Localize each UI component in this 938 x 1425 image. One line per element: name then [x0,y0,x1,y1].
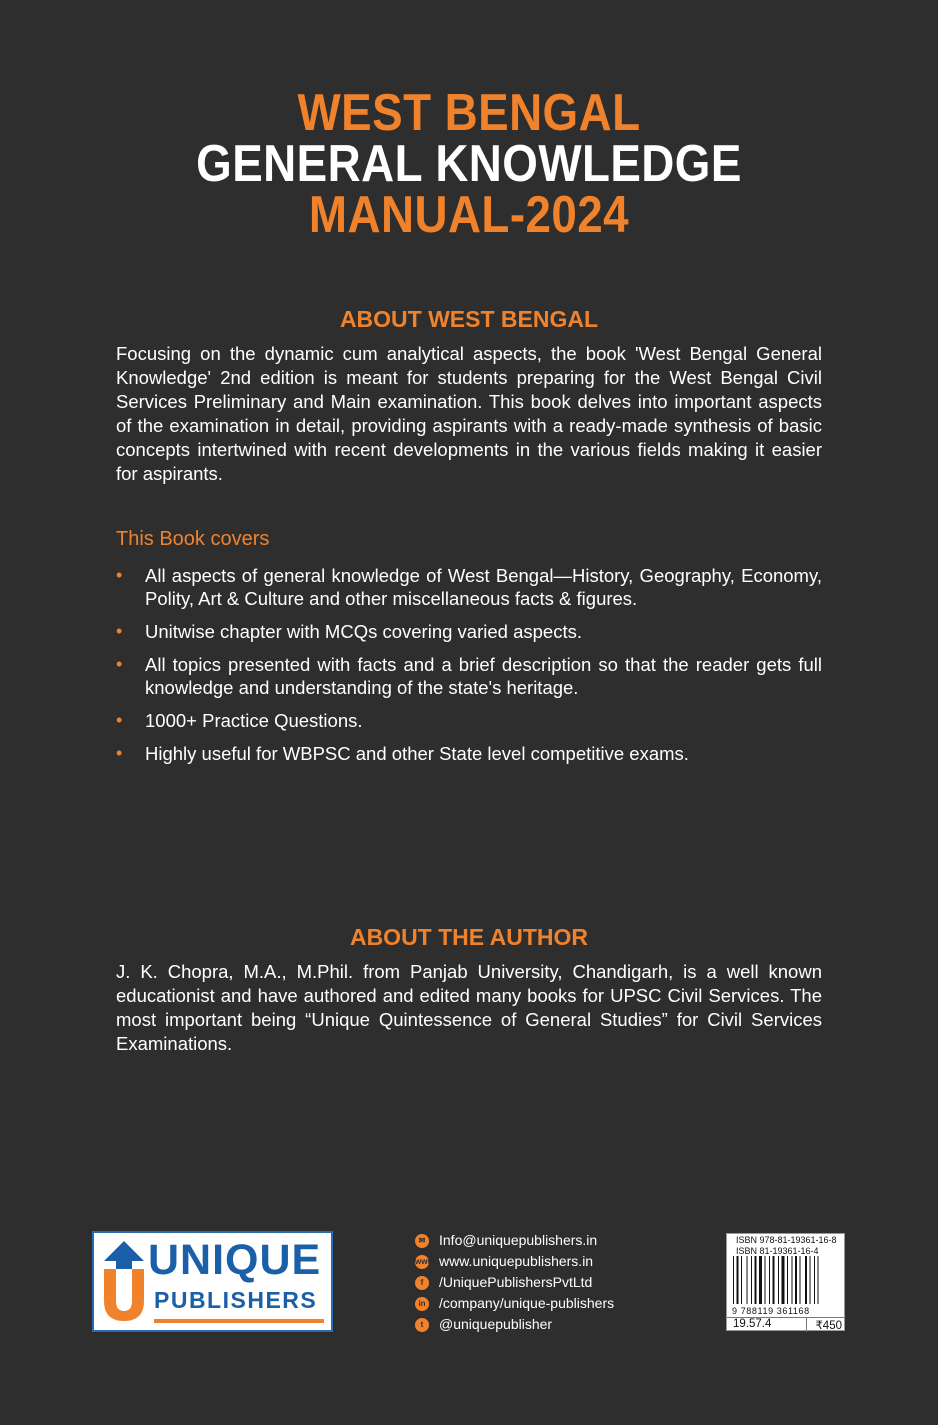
contact-website[interactable]: www www.uniquepublishers.in [415,1253,594,1269]
barcode-panel [726,1233,845,1331]
facebook-icon: f [415,1276,429,1290]
publisher-name-line1: UNIQUE [148,1236,322,1284]
bullet-icon: • [116,743,123,763]
about-state-heading: ABOUT WEST BENGAL [339,306,599,332]
price: ₹450 [815,1320,842,1332]
list-item: • 1000+ Practice Questions. [116,710,363,731]
bullet-icon: • [116,565,123,585]
list-item: • Unitwise chapter with MCQs covering varied aspects. [116,621,582,642]
contact-facebook[interactable]: f /UniquePublishersPvtLtd [415,1272,614,1293]
barcode-icon [733,1256,839,1306]
logo-underline [154,1319,324,1323]
contact-email[interactable]: ✉ Info@uniquepublishers.in [415,1230,614,1251]
covers-heading: This Book covers [116,528,270,550]
isbn-10: ISBN 81-19361-16-4 [736,1246,819,1256]
bullet-icon: • [116,654,123,674]
footer-divider [806,1318,807,1332]
about-author-heading: ABOUT THE AUTHOR [349,924,589,950]
u-logo-icon [100,1239,148,1323]
isbn-13: ISBN 978-81-19361-16-8 [736,1235,837,1245]
list-item: • All aspects of general knowledge of West Bengal—History, Geography, Economy, Polity, Art & Culture and other miscellaneous facts & figures. [116,565,822,609]
book-title [56,84,881,244]
covers-list [116,564,822,775]
barcode-footer [727,1317,844,1332]
title-line-3: MANUAL-2024 [308,186,630,244]
publisher-logo [92,1231,333,1332]
linkedin-icon: in [415,1297,429,1311]
about-author-text: J. K. Chopra, M.A., M.Phil. from Panjab University, Chandigarh, is a well known educationist and have authored and edited many books for UPSC Civil Services. The most important being “Unique Quintessence of General Studies” for Civil Services Examinations. [116,961,822,1054]
twitter-icon: t [415,1318,429,1332]
bullet-icon: • [116,710,123,730]
email-icon: ✉ [415,1234,429,1248]
publisher-name-line2: PUBLISHERS [154,1287,318,1313]
list-item: • Highly useful for WBPSC and other State level competitive exams. [116,743,689,764]
title-line-1: WEST BENGAL [297,84,641,142]
web-icon: www [415,1255,429,1269]
contact-list [415,1230,614,1335]
about-state-text: Focusing on the dynamic cum analytical aspects, the book 'West Bengal General Knowledge' 2nd edition is meant for students preparing for the West Bengal Civil Services Preliminary and Main examination. This book delves into important aspects of the examination in detail, providing aspirants with a ready-made synthesis of basic concepts intertwined with recent developments in the various fields making it easier for aspirants. [116,343,822,484]
barcode-digits: 9 788119 361168 [732,1306,810,1316]
contact-linkedin[interactable]: in /company/unique-publishers [415,1293,614,1314]
contact-twitter[interactable]: t @uniquepublisher [415,1314,614,1335]
list-item: • All topics presented with facts and a brief description so that the reader gets full knowledge and understanding of the state's heritage. [116,654,822,698]
book-code: 19.57.4 [733,1318,772,1330]
bullet-icon: • [116,621,123,641]
title-line-2: GENERAL KNOWLEDGE [196,135,742,193]
